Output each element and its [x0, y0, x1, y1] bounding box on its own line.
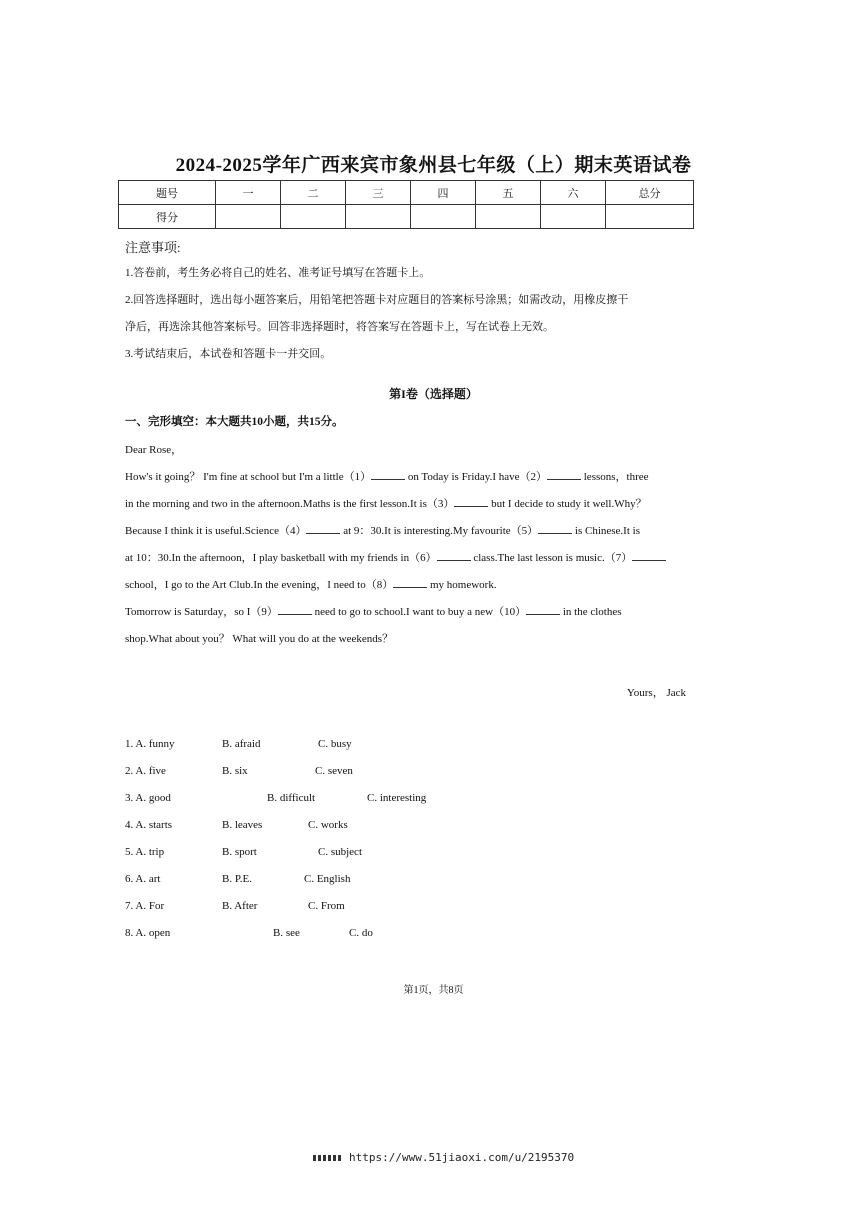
note-item: 3.考试结束后，本试卷和答题卡一并交回。	[125, 348, 332, 360]
letter-line	[125, 603, 621, 619]
score-header-cell: 一	[216, 181, 281, 205]
note-item: 净后，再选涂其他答案标号。回答非选择题时，将答案写在答题卡上，写在试卷上无效。	[125, 321, 554, 333]
answer-blank	[632, 552, 666, 561]
option-a: 8. A. open	[125, 927, 171, 939]
letter-text: lessons，three	[581, 471, 649, 483]
letter-text: Tomorrow is Saturday，so I（9）	[125, 606, 278, 618]
option-c: C. do	[349, 927, 373, 939]
option-c: C. works	[308, 819, 348, 831]
question-item	[125, 792, 525, 804]
letter-text: need to go to school.I want to buy a new（10）	[311, 606, 527, 618]
answer-blank	[526, 606, 560, 615]
letter-text: shop.What about you？ What will you do at the weekends？	[125, 633, 394, 645]
footer-url[interactable]: https://www.51jiaoxi.com/u/2195370	[349, 1151, 575, 1164]
letter-text: on Today is Friday.I have（2）	[405, 471, 547, 483]
option-c: C. interesting	[367, 792, 427, 804]
letter-text: in the morning and two in the afternoon.Maths is the first lesson.It is（3）	[125, 498, 455, 510]
question-item	[125, 927, 525, 939]
option-c: C. seven	[315, 765, 353, 777]
option-b: B. six	[222, 765, 248, 777]
letter-line	[125, 549, 666, 565]
answer-blank	[547, 471, 581, 480]
score-header-cell: 三	[346, 181, 411, 205]
letter-text: in the clothes	[560, 606, 622, 618]
score-header-cell: 二	[281, 181, 346, 205]
option-c: C. From	[308, 900, 345, 912]
letter-text: school，I go to the Art Club.In the evening，I need to（8）	[125, 579, 394, 591]
option-b: B. After	[222, 900, 258, 912]
letter-text: class.The last lesson is music.（7）	[470, 552, 633, 564]
answer-blank	[393, 579, 427, 588]
answer-blank	[371, 471, 405, 480]
option-c: C. busy	[318, 738, 352, 750]
question-item	[125, 900, 525, 912]
score-row-label: 得分	[119, 205, 216, 229]
question-item	[125, 738, 525, 750]
question-item	[125, 765, 525, 777]
note-item: 1.答卷前，考生务必将自己的姓名、准考证号填写在答题卡上。	[125, 267, 431, 279]
option-b: B. see	[273, 927, 300, 939]
score-header-cell: 四	[411, 181, 476, 205]
part-title: 一、完形填空：本大题共10小题，共15分。	[125, 416, 344, 428]
option-b: B. difficult	[267, 792, 316, 804]
letter-line	[125, 495, 647, 511]
exam-title: 2024-2025学年广西来宾市象州县七年级（上）期末英语试卷	[175, 155, 692, 176]
question-item	[125, 846, 525, 858]
letter-text: but I decide to study it well.Why？	[488, 498, 647, 510]
score-cell	[281, 205, 346, 229]
answer-blank	[454, 498, 488, 507]
option-a: 3. A. good	[125, 792, 171, 804]
option-b: B. sport	[222, 846, 257, 858]
answer-blank	[306, 525, 340, 534]
answer-blank	[278, 606, 312, 615]
letter-greeting: Dear Rose，	[125, 444, 183, 456]
letter-line	[125, 576, 497, 592]
letter-text: at 10：30.In the afternoon，I play basketball with my friends in（6）	[125, 552, 437, 564]
letter-signature: Yours， Jack	[626, 687, 686, 699]
score-header-cell: 总分	[606, 181, 694, 205]
option-b: B. afraid	[222, 738, 261, 750]
footer-watermark	[313, 1151, 574, 1164]
option-a: 7. A. For	[125, 900, 165, 912]
note-item: 2.回答选择题时，选出每小题答案后，用铅笔把答题卡对应题目的答案标号涂黑；如需改动，用橡皮擦干	[125, 294, 629, 306]
option-c: C. subject	[318, 846, 362, 858]
score-table	[118, 180, 694, 229]
letter-line	[125, 630, 393, 646]
score-header-cell: 五	[476, 181, 541, 205]
score-table-score-row	[119, 205, 694, 229]
letter-text: my homework.	[427, 579, 497, 591]
answer-blank	[538, 525, 572, 534]
option-a: 1. A. funny	[125, 738, 175, 750]
score-cell	[606, 205, 694, 229]
option-b: B. P.E.	[222, 873, 252, 885]
score-cell	[541, 205, 606, 229]
answer-blank	[437, 552, 471, 561]
option-b: B. leaves	[222, 819, 263, 831]
page-number: 第1页，共8页	[403, 985, 464, 996]
option-a: 5. A. trip	[125, 846, 165, 858]
letter-text: How's it going？ I'm fine at school but I'm a little（1）	[125, 471, 372, 483]
score-table-header-row	[119, 181, 694, 205]
question-item	[125, 819, 525, 831]
score-header-cell: 六	[541, 181, 606, 205]
question-item	[125, 873, 525, 885]
score-cell	[411, 205, 476, 229]
letter-text: at 9：30.It is interesting.My favourite（5）	[340, 525, 539, 537]
option-a: 6. A. art	[125, 873, 161, 885]
letter-line	[125, 522, 640, 538]
letter-text: Because I think it is useful.Science（4）	[125, 525, 307, 537]
option-c: C. English	[304, 873, 351, 885]
notes-heading: 注意事项:	[125, 240, 181, 255]
score-cell	[216, 205, 281, 229]
option-a: 2. A. five	[125, 765, 166, 777]
letter-text: is Chinese.It is	[572, 525, 640, 537]
score-header-cell: 题号	[119, 181, 216, 205]
section-title: 第I卷（选择题）	[389, 387, 478, 401]
score-cell	[476, 205, 541, 229]
option-a: 4. A. starts	[125, 819, 173, 831]
score-cell	[346, 205, 411, 229]
letter-line	[125, 468, 649, 484]
site-logo-icon	[313, 1155, 343, 1161]
